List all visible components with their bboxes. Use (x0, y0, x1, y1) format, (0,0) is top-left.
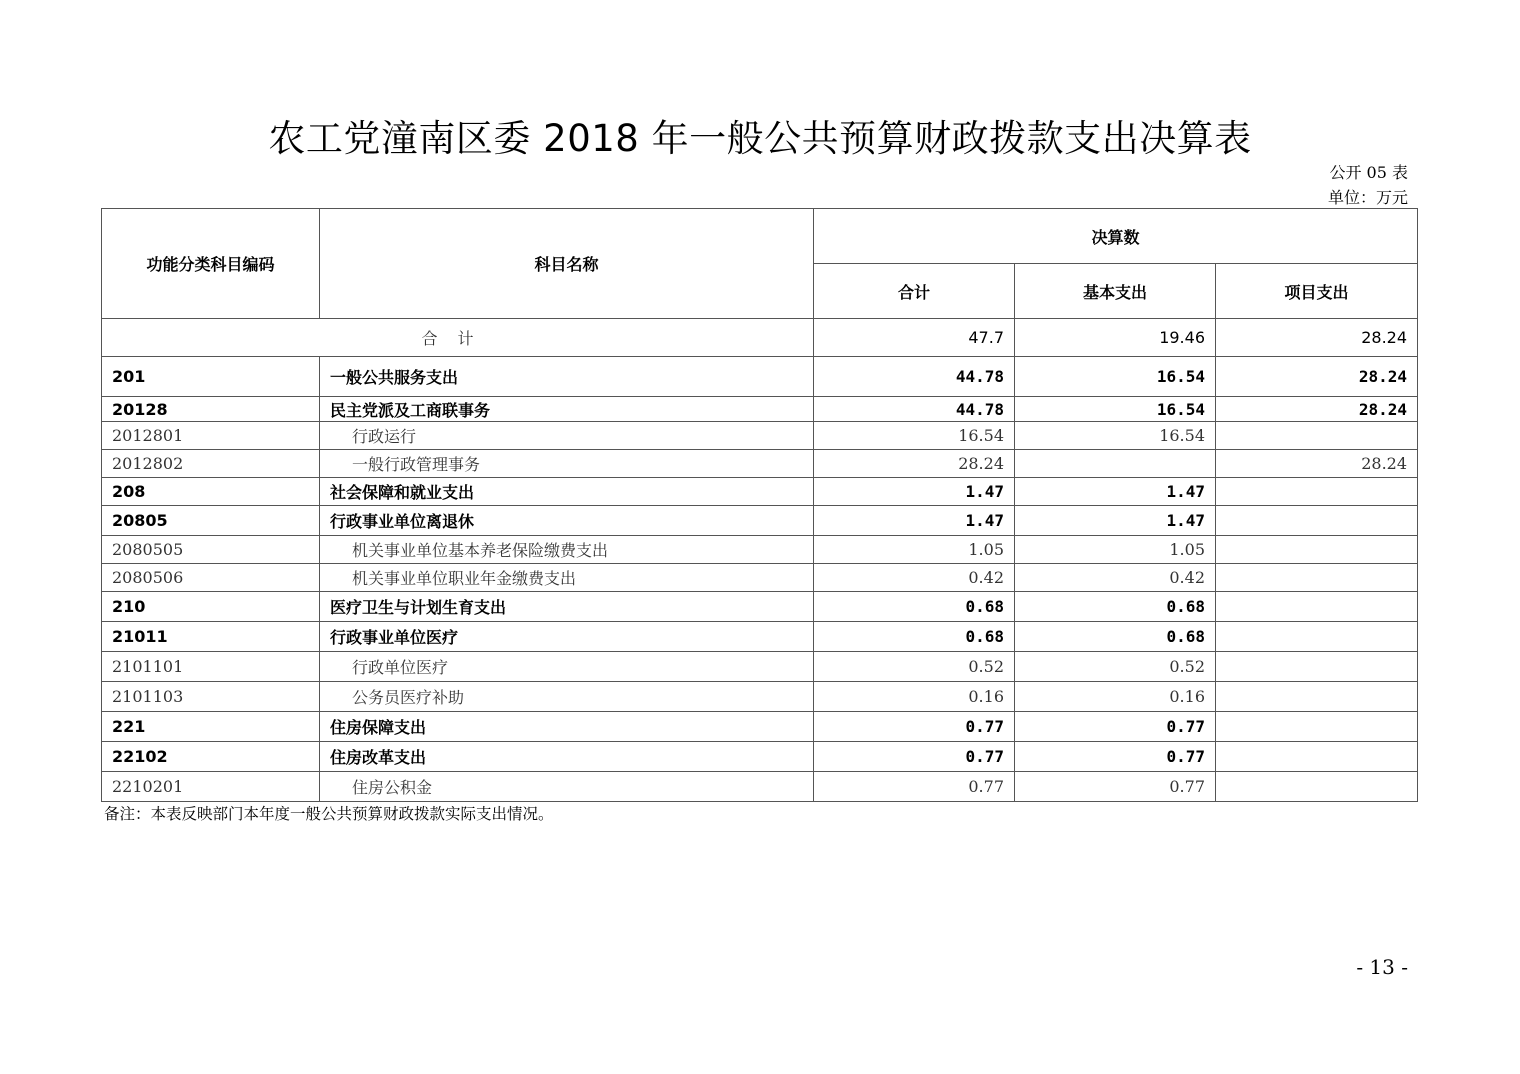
row-code: 2101101 (102, 652, 320, 682)
row-total: 44.78 (814, 357, 1015, 397)
table-row (102, 506, 1418, 536)
row-total: 0.77 (814, 742, 1015, 772)
header-name: 科目名称 (320, 209, 814, 319)
row-project (1216, 478, 1418, 506)
row-basic: 16.54 (1015, 357, 1216, 397)
row-name: 医疗卫生与计划生育支出 (320, 592, 814, 622)
row-total: 44.78 (814, 397, 1015, 422)
row-basic: 0.16 (1015, 682, 1216, 712)
table-row (102, 592, 1418, 622)
row-code: 2101103 (102, 682, 320, 712)
row-basic: 1.47 (1015, 506, 1216, 536)
row-code: 2210201 (102, 772, 320, 802)
row-name: 行政运行 (320, 422, 814, 450)
row-code: 2080506 (102, 564, 320, 592)
row-total: 0.77 (814, 712, 1015, 742)
header-project: 项目支出 (1216, 264, 1418, 319)
row-project: 28.24 (1216, 357, 1418, 397)
row-basic: 16.54 (1015, 422, 1216, 450)
row-name: 机关事业单位基本养老保险缴费支出 (320, 536, 814, 564)
row-name: 行政事业单位离退休 (320, 506, 814, 536)
row-total: 0.52 (814, 652, 1015, 682)
row-basic: 0.52 (1015, 652, 1216, 682)
row-project: 28.24 (1216, 450, 1418, 478)
row-project (1216, 622, 1418, 652)
row-name: 社会保障和就业支出 (320, 478, 814, 506)
table-number: 公开 05 表 (1329, 163, 1408, 182)
row-basic: 16.54 (1015, 397, 1216, 422)
row-name: 公务员医疗补助 (320, 682, 814, 712)
row-code: 210 (102, 592, 320, 622)
row-total: 0.68 (814, 622, 1015, 652)
row-total: 0.42 (814, 564, 1015, 592)
row-project (1216, 682, 1418, 712)
row-code: 2012801 (102, 422, 320, 450)
row-code: 221 (102, 712, 320, 742)
row-total: 1.47 (814, 478, 1015, 506)
header-code: 功能分类科目编码 (102, 209, 320, 319)
row-total: 0.77 (814, 772, 1015, 802)
row-name: 行政事业单位医疗 (320, 622, 814, 652)
row-project (1216, 506, 1418, 536)
row-name: 机关事业单位职业年金缴费支出 (320, 564, 814, 592)
table-row (102, 422, 1418, 450)
row-basic: 1.05 (1015, 536, 1216, 564)
row-code: 22102 (102, 742, 320, 772)
footnote: 备注：本表反映部门本年度一般公共预算财政拨款实际支出情况。 (104, 805, 554, 823)
row-code: 20128 (102, 397, 320, 422)
row-code: 208 (102, 478, 320, 506)
table-row (102, 682, 1418, 712)
table-row (102, 772, 1418, 802)
row-basic: 0.42 (1015, 564, 1216, 592)
table-row (102, 564, 1418, 592)
total-sum: 47.7 (814, 319, 1015, 357)
row-name: 住房保障支出 (320, 712, 814, 742)
row-project: 28.24 (1216, 397, 1418, 422)
table-row (102, 357, 1418, 397)
row-project (1216, 742, 1418, 772)
row-project (1216, 772, 1418, 802)
row-total: 0.16 (814, 682, 1015, 712)
table-row (102, 742, 1418, 772)
row-basic: 0.68 (1015, 622, 1216, 652)
row-code: 2080505 (102, 536, 320, 564)
table-row (102, 652, 1418, 682)
row-total: 16.54 (814, 422, 1015, 450)
row-project (1216, 564, 1418, 592)
total-basic: 19.46 (1015, 319, 1216, 357)
table-row (102, 450, 1418, 478)
row-project (1216, 712, 1418, 742)
table-row (102, 712, 1418, 742)
row-total: 1.05 (814, 536, 1015, 564)
budget-table (101, 208, 1418, 802)
table-row (102, 622, 1418, 652)
row-basic: 0.77 (1015, 712, 1216, 742)
row-name: 住房公积金 (320, 772, 814, 802)
total-row (102, 319, 1418, 357)
row-basic: 1.47 (1015, 478, 1216, 506)
row-name: 一般行政管理事务 (320, 450, 814, 478)
table-row (102, 536, 1418, 564)
row-code: 20805 (102, 506, 320, 536)
page-title: 农工党潼南区委 2018 年一般公共预算财政拨款支出决算表 (268, 117, 1252, 160)
row-code: 2012802 (102, 450, 320, 478)
unit-label: 单位：万元 (1327, 188, 1408, 207)
row-name: 行政单位医疗 (320, 652, 814, 682)
row-name: 民主党派及工商联事务 (320, 397, 814, 422)
row-basic (1015, 450, 1216, 478)
row-basic: 0.77 (1015, 742, 1216, 772)
row-total: 28.24 (814, 450, 1015, 478)
total-project: 28.24 (1216, 319, 1418, 357)
header-group: 决算数 (814, 209, 1418, 264)
row-name: 住房改革支出 (320, 742, 814, 772)
total-label: 合计 (102, 319, 814, 357)
row-basic: 0.77 (1015, 772, 1216, 802)
row-total: 1.47 (814, 506, 1015, 536)
table-row (102, 478, 1418, 506)
table-row (102, 397, 1418, 422)
row-code: 21011 (102, 622, 320, 652)
row-project (1216, 422, 1418, 450)
row-project (1216, 652, 1418, 682)
header-total: 合计 (814, 264, 1015, 319)
row-code: 201 (102, 357, 320, 397)
row-basic: 0.68 (1015, 592, 1216, 622)
row-project (1216, 536, 1418, 564)
row-project (1216, 592, 1418, 622)
row-total: 0.68 (814, 592, 1015, 622)
row-name: 一般公共服务支出 (320, 357, 814, 397)
header-basic: 基本支出 (1015, 264, 1216, 319)
page-number: - 13 - (1356, 955, 1408, 979)
